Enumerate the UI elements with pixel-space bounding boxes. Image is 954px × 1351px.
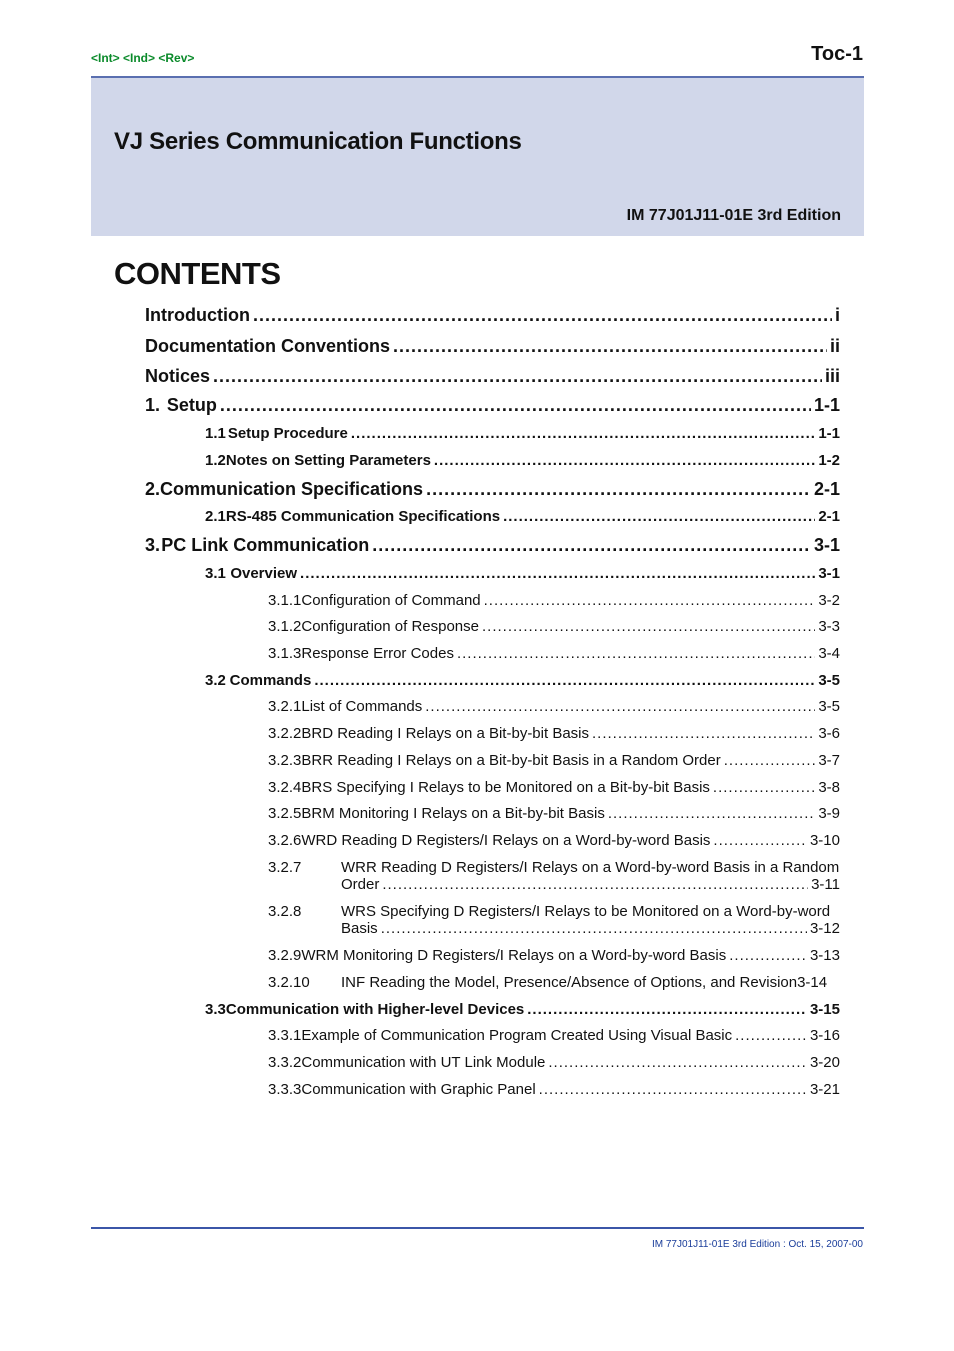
toc-page: 1-1	[818, 425, 840, 442]
toc-title: Configuration of Command	[301, 592, 481, 609]
toc-page: 3-13	[809, 947, 840, 964]
toc-number: 3.1.2	[268, 618, 302, 635]
toc-entry-3-2-3[interactable]	[268, 752, 840, 769]
toc-leader	[314, 672, 815, 689]
toc-entry-3-3-2[interactable]	[268, 1054, 840, 1071]
toc-leader	[434, 452, 815, 469]
footer-text: IM 77J01J11-01E 3rd Edition : Oct. 15, 2007-00	[651, 1239, 863, 1250]
toc-page: 3-10	[809, 832, 840, 849]
toc-page: 1-1	[813, 395, 840, 415]
toc-entry-chapter-3[interactable]	[145, 535, 840, 556]
toc-number: 3.3	[205, 1001, 226, 1018]
toc-leader	[527, 1001, 807, 1018]
toc-page: 3-5	[818, 698, 840, 715]
toc-title: Example of Communication Program Created Using Visual Basic	[301, 1027, 733, 1044]
toc-leader	[393, 336, 827, 357]
toc-title: Setup Procedure	[227, 425, 348, 442]
toc-page: 3-14	[797, 974, 828, 991]
toc-page: iii	[824, 366, 840, 386]
toc-number: 3.2	[205, 672, 226, 689]
toc-page: 2-1	[813, 479, 840, 499]
toc-title: WRS Specifying D Registers/I Relays to be Monitored on a Word-by-word	[341, 903, 831, 920]
toc-page: i	[834, 305, 840, 325]
toc-title: Communication with Higher-level Devices	[225, 1001, 525, 1018]
toc-title: BRM Monitoring I Relays on a Bit-by-bit Basis	[301, 805, 605, 822]
toc-page: 3-12	[809, 920, 840, 937]
toc-number: 3.2.9	[268, 947, 302, 964]
toc-number: 3.1	[205, 565, 226, 582]
toc-page: 3-15	[809, 1001, 840, 1018]
toc-page: 3-11	[811, 876, 840, 893]
toc-number: 3.	[145, 535, 161, 555]
manual-edition: IM 77J01J11-01E 3rd Edition	[626, 207, 841, 224]
toc-leader	[425, 698, 815, 715]
toc-number: 3.2.10	[268, 974, 310, 991]
toc-entry-1-2[interactable]	[205, 452, 840, 469]
toc-title: List of Commands	[301, 698, 423, 715]
toc-title: Commands	[229, 672, 312, 689]
toc-number: 3.1.3	[268, 645, 302, 662]
toc-leader	[482, 618, 815, 635]
toc-page: 3-20	[809, 1054, 840, 1071]
toc-entry-introduction[interactable]	[145, 305, 840, 326]
toc-title: BRR Reading I Relays on a Bit-by-bit Basis in a Random Order	[301, 752, 721, 769]
toc-entry-chapter-1[interactable]	[145, 395, 840, 416]
toc-number: 3.2.4	[268, 779, 302, 796]
toc-number: 1.1	[205, 425, 226, 442]
toc-title: WRR Reading D Registers/I Relays on a Word-by-word Basis in a Random	[341, 859, 840, 876]
toc-number: 3.2.5	[268, 805, 302, 822]
toc-entry-chapter-2[interactable]	[145, 479, 840, 500]
toc-entry-3-1-2[interactable]	[268, 618, 840, 635]
toc-leader	[213, 366, 822, 387]
toc-entry-3-2-9[interactable]	[268, 947, 840, 964]
toc-leader	[381, 920, 807, 937]
toc-entry-3-2-2[interactable]	[268, 725, 840, 742]
toc-title: Notices	[145, 366, 211, 386]
toc-entry-3-3-1[interactable]	[268, 1027, 840, 1044]
toc-entry-3-2-1[interactable]	[268, 698, 840, 715]
toc-entry-3-3-3[interactable]	[268, 1081, 840, 1098]
toc-leader	[713, 779, 815, 796]
toc-entry-notices[interactable]	[145, 366, 840, 387]
toc-page: 3-16	[809, 1027, 840, 1044]
toc-page: 2-1	[818, 508, 840, 525]
footer-rule	[91, 1227, 864, 1229]
toc-page: 3-1	[818, 565, 840, 582]
toc-page: 3-2	[818, 592, 840, 609]
toc-number: 2.1	[205, 508, 226, 525]
manual-title: VJ Series Communication Functions	[114, 128, 522, 155]
toc-number: 3.2.1	[268, 698, 302, 715]
toc-entry-conventions[interactable]	[145, 336, 840, 357]
toc-page: 3-3	[818, 618, 840, 635]
toc-leader	[503, 508, 815, 525]
toc-title: WRM Monitoring D Registers/I Relays on a Word-by-word Basis	[301, 947, 727, 964]
toc-page: ii	[829, 336, 840, 356]
toc-page: 3-7	[818, 752, 840, 769]
toc-leader	[382, 876, 808, 893]
toc-entry-3-2-5[interactable]	[268, 805, 840, 822]
toc-title: Overview	[230, 565, 298, 582]
toc-page: 3-9	[818, 805, 840, 822]
toc-leader	[220, 395, 811, 416]
toc-leader	[372, 535, 811, 556]
toc-page: 3-6	[818, 725, 840, 742]
toc-leader	[426, 479, 811, 500]
toc-entry-3-2[interactable]	[205, 672, 840, 689]
toc-title: Documentation Conventions	[145, 336, 391, 356]
toc-leader	[724, 752, 816, 769]
toc-number: 3.3.3	[268, 1081, 302, 1098]
toc-number: 3.3.2	[268, 1054, 302, 1071]
toc-leader	[351, 425, 815, 442]
toc-page: 3-4	[818, 645, 840, 662]
toc-number: 3.2.2	[268, 725, 302, 742]
toc-title: Setup	[166, 395, 217, 415]
toc-title: Communication with UT Link Module	[301, 1054, 546, 1071]
toc-entry-3-3[interactable]	[205, 1001, 840, 1018]
toc-entry-3-1-3[interactable]	[268, 645, 840, 662]
toc-leader	[457, 645, 815, 662]
toc-leader	[735, 1027, 807, 1044]
toc-title: BRS Specifying I Relays to be Monitored on a Bit-by-bit Basis	[301, 779, 710, 796]
toc-number: 2.	[145, 479, 161, 499]
toc-entry-3-2-6[interactable]	[268, 832, 840, 849]
toc-number: 3.2.7	[268, 859, 302, 876]
toc-title: WRD Reading D Registers/I Relays on a Word-by-word Basis	[301, 832, 711, 849]
toc-leader	[300, 565, 815, 582]
toc-title: PC Link Communication	[161, 535, 370, 555]
toc-leader	[729, 947, 807, 964]
toc-leader	[592, 725, 815, 742]
toc-page: 3-21	[809, 1081, 840, 1098]
toc-entry-3-2-4[interactable]	[268, 779, 840, 796]
contents-heading: CONTENTS	[114, 256, 281, 291]
header-nav-tags: <Int> <Ind> <Rev>	[91, 51, 195, 65]
toc-page: 1-2	[818, 452, 840, 469]
toc-title-continued: Basis	[341, 920, 378, 937]
toc-title: Configuration of Response	[301, 618, 479, 635]
title-banner	[91, 76, 864, 236]
toc-leader	[713, 832, 807, 849]
toc-leader	[484, 592, 816, 609]
toc-entry-3-2-10[interactable]	[268, 974, 851, 991]
toc-entry-3-1-1[interactable]	[268, 592, 840, 609]
toc-entry-2-1[interactable]	[205, 508, 840, 525]
toc-title: Introduction	[145, 305, 250, 325]
toc-entry-1-1[interactable]	[205, 425, 840, 442]
toc-title: INF Reading the Model, Presence/Absence of Options, and Revision	[341, 974, 798, 991]
toc-title: Response Error Codes	[301, 645, 454, 662]
toc-title: Communication Specifications	[160, 479, 424, 499]
toc-title: Communication with Graphic Panel	[301, 1081, 536, 1098]
toc-page: 3-8	[818, 779, 840, 796]
toc-number: 1.2	[205, 452, 226, 469]
toc-leader	[253, 305, 832, 326]
toc-page: 3-1	[813, 535, 840, 555]
toc-number: 3.1.1	[268, 592, 302, 609]
toc-leader	[548, 1054, 807, 1071]
toc-leader	[608, 805, 815, 822]
toc-title-continued: Order	[341, 876, 380, 893]
toc-leader	[539, 1081, 807, 1098]
toc-title: Notes on Setting Parameters	[225, 452, 431, 469]
page-id: Toc-1	[811, 43, 863, 65]
toc-page: 3-5	[818, 672, 840, 689]
toc-number: 3.2.6	[268, 832, 302, 849]
toc-title: BRD Reading I Relays on a Bit-by-bit Basis	[301, 725, 589, 742]
toc-number: 1.	[145, 395, 161, 415]
toc-number: 3.2.8	[268, 903, 302, 920]
toc-number: 3.2.3	[268, 752, 302, 769]
toc-entry-3-1[interactable]	[205, 565, 840, 582]
toc-number: 3.3.1	[268, 1027, 302, 1044]
toc-title: RS-485 Communication Specifications	[225, 508, 501, 525]
